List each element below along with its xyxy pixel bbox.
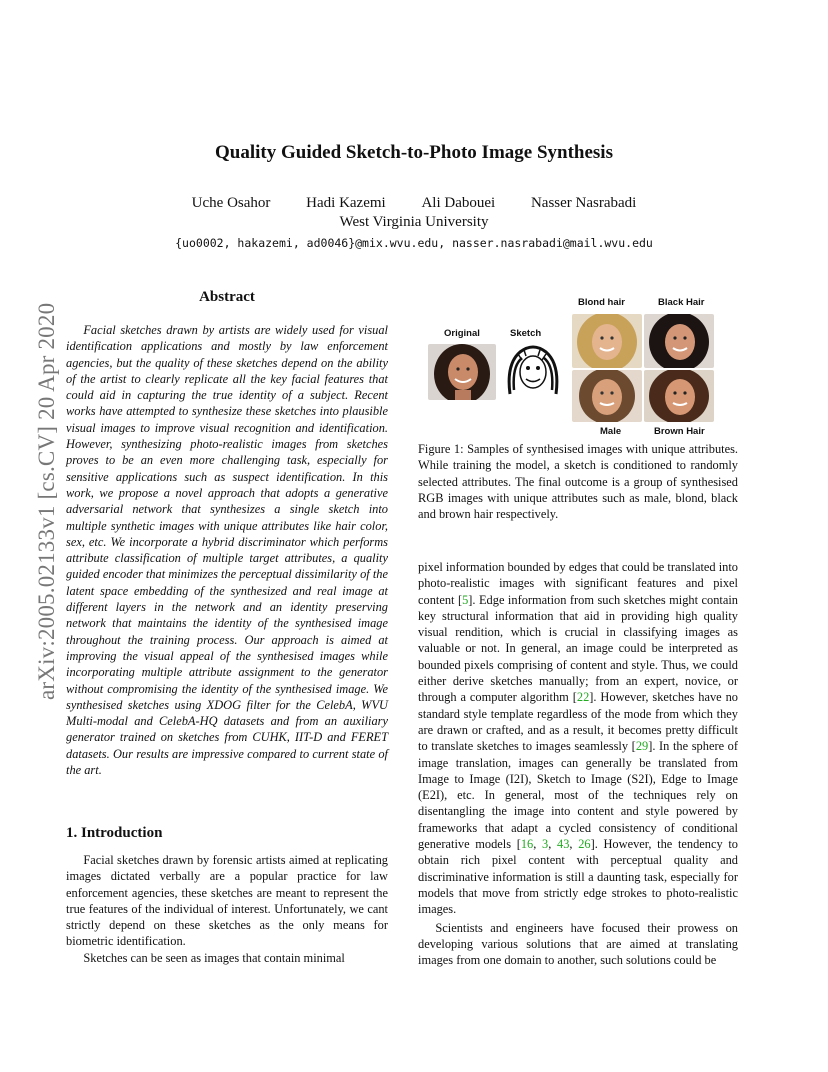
label-sketch: Sketch — [510, 328, 542, 339]
citation-link[interactable]: 29 — [635, 739, 649, 754]
paragraph: pixel information bounded by edges that could be translated into photo-realistic images with significant features and pixel content [5]. Edge information from such sketches might contain key structural information that aid in providing high quality visual rendition, which is crucial in classifying images as valuable or not. In general, an image could be interpreted as bounded pixels comprising of content and style. Thus, we could either derive sketches manually; from an expert, novice, or through a computer algorithm [22]. However, sketches have no standard style template regardless of the mode from which they are drawn or crafted, and as a result, it becomes pretty difficult to translate sketches to images seamlessly [29]. In the sphere of image translation, images can generally be translated from Image to Image (I2I), Sketch to Image (S2I), Edge to Image (E2I), etc. In general, most of the techniques rely on disentangling the image into content and style powered by frameworks that adapt a cycled consistency of conditional generative models [16, 3, 43, 26]. However, the tendency to obtain rich pixel content with perceptual quality and discriminative information is still a daunting task, especially for models that move from strictly edge strokes to photo-realistic images. — [418, 560, 738, 917]
author-name: Nasser Nasrabadi — [530, 195, 637, 211]
citation-link[interactable]: 3 — [542, 837, 549, 852]
male-photo — [572, 370, 642, 422]
citation-link[interactable]: 5 — [462, 592, 469, 607]
figure-1 — [418, 292, 738, 438]
author-name: Hadi Kazemi — [306, 195, 386, 211]
text-run: ]. However, sketches have no standard style template regardless of the mode from which they are drawn or crafted, and as a result, it becomes pretty difficult to translate sketches to images seamlessly [ — [418, 690, 738, 754]
introduction-body — [66, 852, 388, 966]
text-run: ]. Edge information from such sketches might contain key structural information that aid in providing high quality visual rendition, which is crucial in classifying images as valuable or not. In general, an image could be interpreted as bounded pixels comprising of content and style. Thus, we could either derive sketches manually; from an expert, novice, or through a computer algorithm [ — [418, 592, 738, 705]
abstract-text: Facial sketches drawn by artists are widely used for visual identification applications and mostly by law enforcement agencies, but the quality of these sketches depend on the ability of the artist to clearly replicate all the key facial features that could aid in capturing the true identity of a subject. Recent works have attempted to synthesize these sketches into plausible visual images to improve visual recognition and identification. However, synthesizing photo-realistic images from sketches proves to be an even more challenging task, especially for sensitive applications such as suspect identification. In this work, we propose a novel approach that adopts a generative adversarial network that synthesizes a single sketch into multiple synthetic images with unique attributes like hair color, sex, etc. We incorporate a hybrid discriminator which performs attribute classification of multiple target attributes, a quality guided encoder that minimizes the perceptual dissimilarity of the latent space embedding of the synthesized and real image at different layers in the network and an identity preserving network that maintains the identity of the synthesised image throughout the training process. Our approach is aimed at improving the visual appeal of the synthesised images while incorporating multiple attribute assignment to the generator without compromising the identity of the synthesised image. We synthesised sketches using XDOG filter for the CelebA, WVU Multi-modal and CelebA-HQ datasets and from an auxiliary generator trained on sketches from CUHK, IIT-D and FERET datasets. Our results are impressive compared to current state of the art. — [66, 323, 388, 778]
citation-link[interactable]: 16 — [520, 837, 534, 852]
section-heading-introduction: 1. Introduction — [66, 825, 163, 841]
label-original: Original — [444, 328, 480, 339]
black-hair-photo — [644, 314, 714, 368]
label-male: Male — [600, 426, 622, 437]
right-column-body — [418, 559, 738, 968]
text-run: ]. However, the tendency to obtain rich pixel content with perceptual quality and discriminative information is still a daunting task, especially for models that move from strictly edge strokes to photo-realistic images. — [418, 837, 738, 917]
citation-link[interactable]: 43 — [557, 837, 570, 852]
label-blond-hair: Blond hair — [578, 297, 625, 308]
author-list — [0, 195, 828, 212]
label-brown-hair: Brown Hair — [654, 426, 705, 437]
author-name: Ali Dabouei — [421, 195, 496, 211]
author-name: Uche Osahor — [191, 195, 271, 211]
arxiv-stamp — [14, 290, 59, 710]
label-black-hair: Black Hair — [658, 297, 705, 308]
blond-hair-photo — [572, 314, 642, 368]
arxiv-id: arXiv:2005.02133v1 [cs.CV] 20 Apr 2020 — [34, 302, 59, 700]
paragraph: Facial sketches drawn by forensic artists aimed at replicating images dictated verbally are a popular practice for law enforcement agencies, these sketches are meant to represent the true features of the individual of interest. Unfortunately, we cant strictly depend on these sketches as the only means for biometric identification. — [66, 853, 388, 949]
text-run: pixel information bounded by edges that could be translated into photo-realistic images with significant features and pixel content [ — [418, 560, 738, 607]
sketch-image — [500, 344, 566, 400]
paper-title: Quality Guided Sketch-to-Photo Image Synthesis — [215, 142, 613, 163]
figure-caption: Figure 1: Samples of synthesised images with unique attributes. While training the model, a sketch is conditioned to randomly selected attributes. The final outcome is a group of synthesised RGB images with unique attributes such as male, blond, black and brown hair respectively. — [418, 442, 738, 522]
citation-link[interactable]: 26 — [578, 837, 591, 852]
paragraph: Scientists and engineers have focused their prowess on developing various solutions that are aimed at translating images from one domain to another, such solutions could be — [418, 920, 738, 968]
brown-hair-photo — [644, 370, 714, 422]
original-photo — [428, 344, 496, 400]
abstract-heading: Abstract — [199, 289, 255, 305]
affiliation: West Virginia University — [339, 214, 489, 230]
text-run: ]. In the sphere of image translation, images can generally be translated from Image to Image (I2I), Sketch to Image (S2I), Edge to Image (E2I), etc. In general, most of the techniques rely on disentangling the image into content and style powered by frameworks that adapt a cycled consistency of conditional generative models [ — [418, 739, 738, 852]
author-emails: {uo0002, hakazemi, ad0046}@mix.wvu.edu, nasser.nasrabadi@mail.wvu.edu — [175, 236, 653, 250]
citation-link[interactable]: 22 — [576, 690, 590, 705]
paragraph: Sketches can be seen as images that contain minimal — [83, 950, 345, 965]
